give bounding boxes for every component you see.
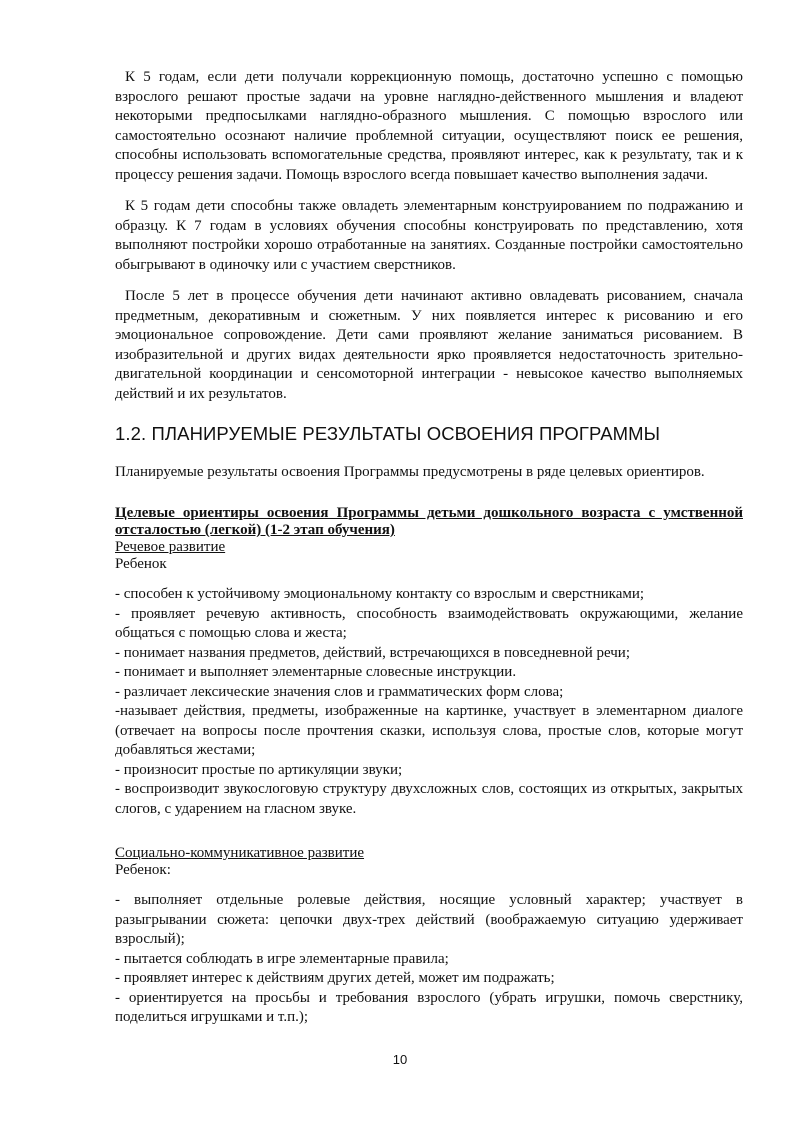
speech-list	[115, 585, 743, 819]
list-item: - произносит простые по артикуляции звуки;	[115, 761, 403, 778]
intro-paragraph: Планируемые результаты освоения Программы предусмотрены в ряде целевых ориентиров.	[115, 464, 705, 480]
list-item: - проявляет речевую активность, способность взаимодействовать окружающими, желание общаться с помощью слова и жеста;	[115, 605, 743, 641]
speech-development-title: Речевое развитие	[115, 539, 226, 555]
speech-subject: Ребенок	[115, 556, 167, 572]
target-guidelines-title: Целевые ориентиры освоения Программы детьми дошкольного возраста с умственной отсталостью (легкой) (1-2 этап обучения)	[115, 505, 743, 538]
list-item: - ориентируется на просьбы и требования взрослого (убрать игрушки, помочь сверстнику, поделиться игрушками и т.п.);	[115, 989, 743, 1025]
list-item: - проявляет интерес к действиям других детей, может им подражать;	[115, 970, 555, 986]
document-page	[115, 68, 743, 1028]
list-item: -называет действия, предметы, изображенные на картинке, участвует в элементарном диалоге (отвечает на вопросы после прочтения сказки, используя слова, простые слов, которые могут добавляться жестами;	[115, 703, 743, 758]
list-item: - различает лексические значения слов и грамматических форм слова;	[115, 683, 564, 700]
list-item: - понимает названия предметов, действий, встречающихся в повседневной речи;	[115, 644, 630, 661]
paragraph-construction: К 5 годам дети способны также овладеть элементарным конструированием по подражанию и образцу. К 7 годам в условиях обучения способны конструировать по представлению, хотя выполняют постройки хорошо отработанные на занятиях. Созданные постройки самостоятельно обыгрывают в одиночку или с участием сверстников.	[115, 198, 743, 273]
page-number: 10	[392, 1052, 408, 1067]
social-list	[115, 891, 743, 1028]
social-development-title: Социально-коммуникативное развитие	[115, 845, 365, 861]
list-item: - воспроизводит звукослоговую структуру двухсложных слов, состоящих из открытых, закрытых слогов, с ударением на гласном звуке.	[115, 781, 743, 817]
list-item: - пытается соблюдать в игре элементарные правила;	[115, 950, 449, 967]
list-item: - способен к устойчивому эмоциональному контакту со взрослым и сверстниками;	[115, 586, 645, 602]
paragraph-thinking: К 5 годам, если дети получали коррекционную помощь, достаточно успешно с помощью взрослого решают простые задачи на уровне наглядно-действенного мышления и владеют некоторыми предпосылками наглядно-образного мышления. С помощью взрослого или самостоятельно осознают наличие проблемной ситуации, осуществляют поиск ее решения, способны использовать вспомогательные средства, проявляют интерес, как к результату, так и к процессу решения задачи. Помощь взрослого всегда повышает качество выполнения задачи.	[115, 69, 743, 183]
list-item: - понимает и выполняет элементарные словесные инструкции.	[115, 664, 517, 680]
social-subject: Ребенок:	[115, 862, 171, 878]
section-heading: 1.2. ПЛАНИРУЕМЫЕ РЕЗУЛЬТАТЫ ОСВОЕНИЯ ПРОГРАММЫ	[115, 423, 661, 444]
paragraph-drawing: После 5 лет в процессе обучения дети начинают активно овладевать рисованием, сначала предметным, декоративным и сюжетным. У них появляется интерес к рисованию и его эмоциональное сопровождение. Дети сами проявляют желание заниматься рисованием. В изобразительной и других видах деятельности ярко проявляется недостаточность зрительно-двигательной координации и сенсомоторной интеграции - невысокое качество выполняемых действий и их результатов.	[115, 288, 743, 402]
list-item: - выполняет отдельные ролевые действия, носящие условный характер; участвует в разыгрывании сюжета: цепочки двух-трех действий (воображаемую ситуацию удерживает взрослый);	[115, 892, 743, 947]
